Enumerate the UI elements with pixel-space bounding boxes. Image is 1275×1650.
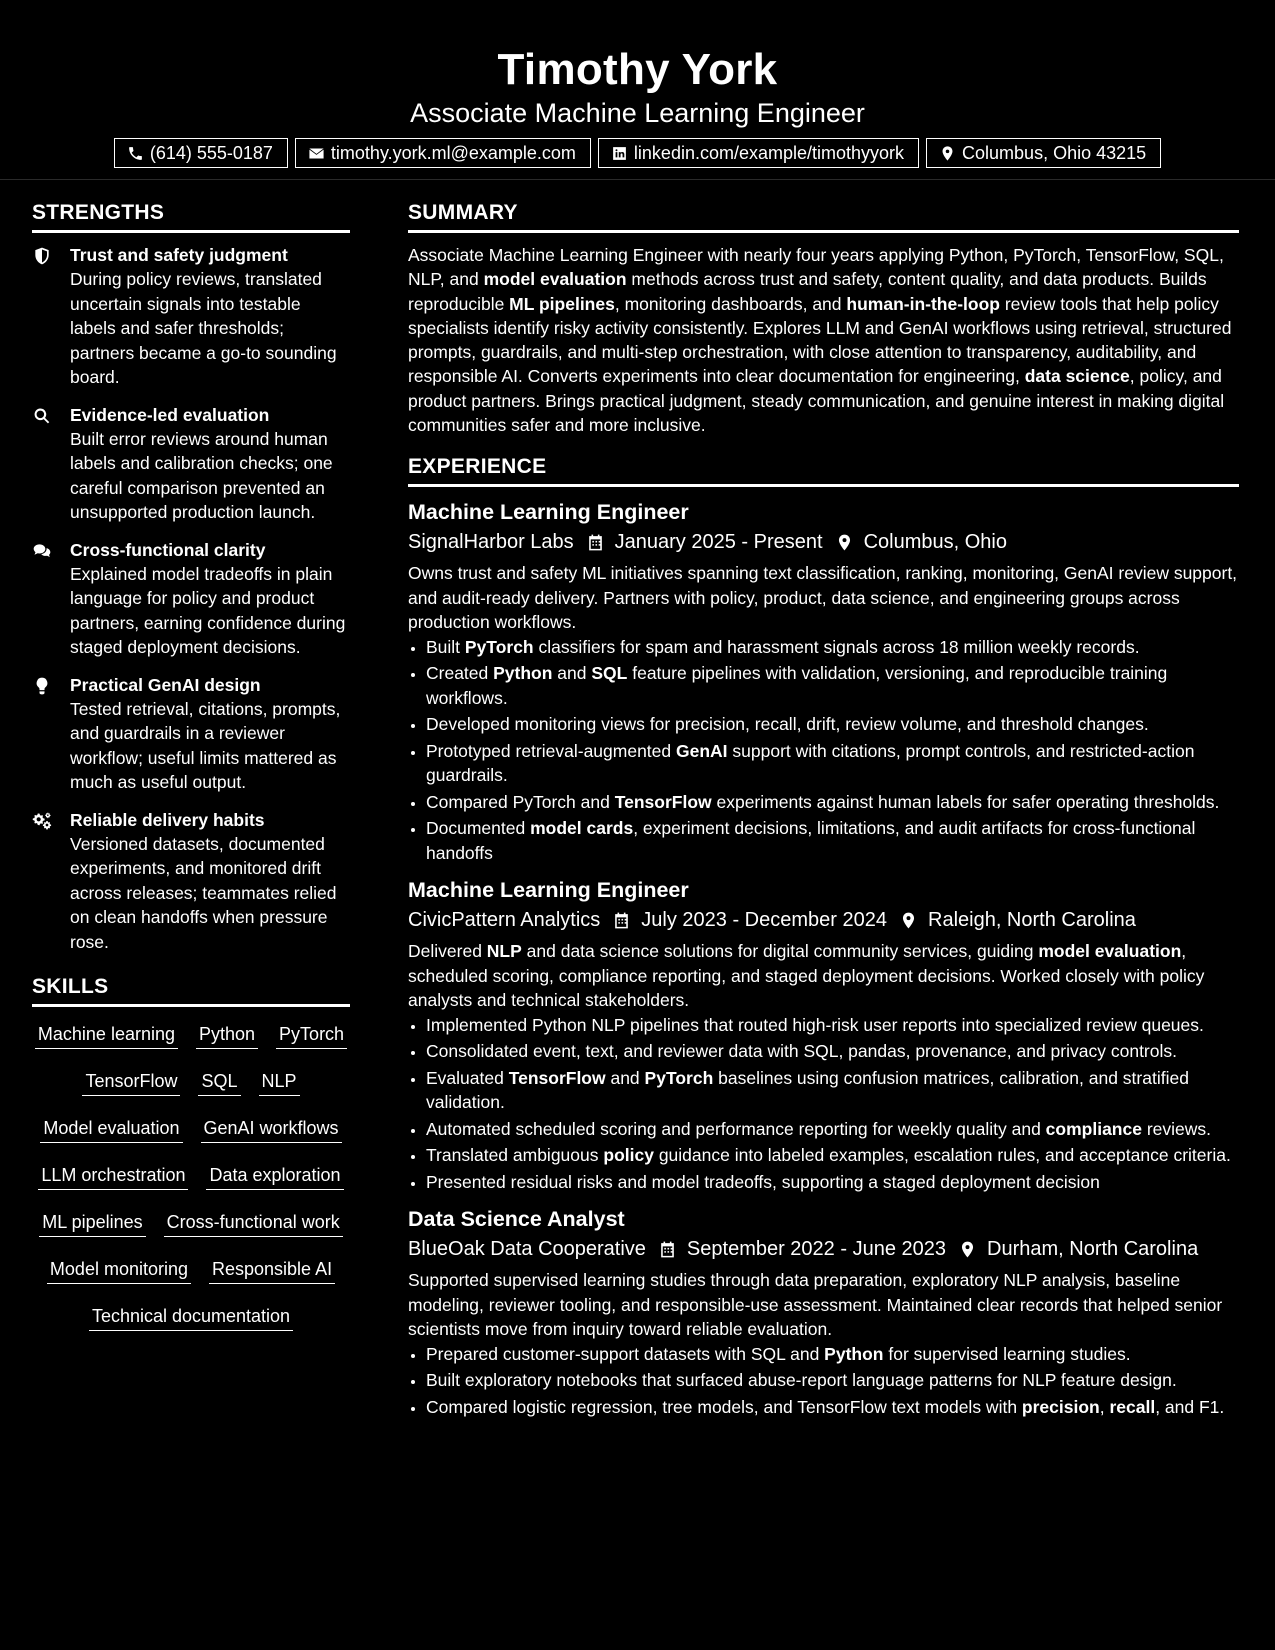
strength-item — [32, 673, 350, 795]
strength-title: Practical GenAI design — [70, 674, 261, 695]
calendar-icon — [586, 533, 605, 552]
job-meta — [408, 905, 1239, 935]
job-bullet: • Automated scheduled scoring and performance reporting for weekly quality and compliance reviews. — [426, 1117, 1239, 1142]
skill-tag: ML pipelines — [39, 1205, 145, 1237]
contact-location[interactable] — [926, 138, 1161, 168]
candidate-name: Timothy York — [497, 45, 778, 94]
skill-tag: Python — [196, 1017, 258, 1049]
skill-tag: Data exploration — [206, 1158, 343, 1190]
summary-heading: SUMMARY — [408, 196, 1239, 233]
strength-description: Built error reviews around human labels and calibration checks; one careful comparison prevented an unsupported production launch. — [70, 428, 333, 522]
map-pin-icon — [958, 1240, 977, 1259]
contact-location-text: Columbus, Ohio 43215 — [962, 143, 1147, 163]
strength-item — [32, 538, 350, 660]
strength-title: Reliable delivery habits — [70, 809, 265, 830]
job-bullet: • Documented model cards, experiment decisions, limitations, and audit artifacts for cross-functional handoffs — [426, 816, 1239, 865]
skill-tag: Cross-functional work — [164, 1205, 343, 1237]
contact-email-text: timothy.york.ml@example.com — [330, 143, 576, 163]
strength-title: Cross-functional clarity — [70, 539, 266, 560]
resume-header — [0, 0, 1275, 180]
comments-icon — [32, 541, 52, 561]
job-company: BlueOak Data Cooperative — [408, 1238, 646, 1261]
job-entry — [408, 1204, 1239, 1419]
job-location: Columbus, Ohio — [863, 531, 1007, 554]
skill-tag: NLP — [259, 1064, 300, 1096]
job-entry — [408, 875, 1239, 1194]
skill-tag: Responsible AI — [209, 1252, 335, 1284]
skill-tag: Technical documentation — [89, 1299, 293, 1331]
right-column — [408, 196, 1239, 1429]
strength-description: During policy reviews, translated uncertain signals into testable labels and safer thresholds; partners became a go-to sounding board. — [70, 269, 337, 387]
job-bullet: • Created Python and SQL feature pipelines with validation, versioning, and reproducible training workflows. — [426, 661, 1239, 710]
job-bullet: • Implemented Python NLP pipelines that routed high-risk user reports into specialized review queues. — [426, 1013, 1239, 1038]
job-dates: January 2025 - Present — [614, 531, 823, 554]
job-description: Delivered NLP and data science solutions for digital community services, guiding model evaluation, scheduled scoring, compliance reporting, and staged deployment decisions. Worked closely with policy analysts and technical stakeholders. — [408, 941, 1205, 1011]
contact-linkedin-text: linkedin.com/example/timothyyork — [633, 143, 905, 163]
job-title: Machine Learning Engineer — [408, 878, 689, 903]
map-pin-icon — [939, 145, 956, 162]
skill-tag: Model evaluation — [40, 1111, 182, 1143]
job-bullets — [408, 1013, 1239, 1195]
job-bullet: • Consolidated event, text, and reviewer data with SQL, pandas, provenance, and privacy controls. — [426, 1039, 1239, 1064]
shield-icon — [32, 246, 52, 266]
phone-icon — [127, 145, 144, 162]
job-description: Owns trust and safety ML initiatives spanning text classification, ranking, monitoring, GenAI review support, and audit-ready delivery. Partners with policy, product, data science, and engineering groups across production workflows. — [408, 563, 1238, 633]
job-title: Data Science Analyst — [408, 1207, 625, 1232]
job-bullet: • Translated ambiguous policy guidance into labeled examples, escalation rules, and acceptance criteria. — [426, 1143, 1239, 1168]
job-bullet: • Developed monitoring views for precision, recall, drift, review volume, and threshold changes. — [426, 712, 1239, 737]
linkedin-icon — [611, 145, 628, 162]
job-bullet: • Compared logistic regression, tree models, and TensorFlow text models with precision, recall, and F1. — [426, 1395, 1239, 1420]
experience-list — [408, 497, 1239, 1419]
left-column — [32, 196, 350, 1346]
strength-item — [32, 403, 350, 525]
job-bullet: • Presented residual risks and model tradeoffs, supporting a staged deployment decision — [426, 1170, 1239, 1195]
skill-tag: TensorFlow — [82, 1064, 180, 1096]
job-bullet: • Prototyped retrieval-augmented GenAI support with citations, prompt controls, and restricted-action guardrails. — [426, 739, 1239, 788]
job-description: Supported supervised learning studies through data preparation, exploratory NLP analysis, baseline modeling, reviewer tooling, and responsible-use assessment. Maintained clear records that helped senior scientists move from inquiry toward reliable evaluation. — [408, 1270, 1223, 1340]
strength-title: Evidence-led evaluation — [70, 404, 270, 425]
job-meta — [408, 1234, 1239, 1264]
contact-phone-text: (614) 555-0187 — [149, 143, 273, 163]
strength-item — [32, 243, 350, 390]
map-pin-icon — [899, 911, 918, 930]
strength-item — [32, 808, 350, 955]
skill-tag: LLM orchestration — [38, 1158, 188, 1190]
skill-tag: Machine learning — [35, 1017, 178, 1049]
job-entry — [408, 497, 1239, 865]
skills-heading: SKILLS — [32, 970, 350, 1007]
strength-description: Explained model tradeoffs in plain language for policy and product partners, earning confidence during staged deployment decisions. — [70, 563, 346, 657]
calendar-icon — [612, 911, 631, 930]
skill-tag: SQL — [198, 1064, 240, 1096]
job-dates: July 2023 - December 2024 — [641, 909, 887, 932]
strength-description: Versioned datasets, documented experiments, and monitored drift across releases; teammates relied on clean handoffs when pressure rose. — [70, 833, 337, 952]
experience-heading: EXPERIENCE — [408, 450, 1239, 487]
candidate-role: Associate Machine Learning Engineer — [410, 98, 865, 128]
gears-icon — [32, 811, 52, 831]
skill-tag: PyTorch — [276, 1017, 347, 1049]
contact-email[interactable] — [295, 138, 591, 168]
calendar-icon — [658, 1240, 677, 1259]
map-pin-icon — [835, 533, 854, 552]
job-dates: September 2022 - June 2023 — [686, 1238, 946, 1261]
strength-description: Tested retrieval, citations, prompts, and guardrails in a reviewer workflow; useful limits mattered as much as useful output. — [70, 698, 341, 792]
job-location: Raleigh, North Carolina — [928, 909, 1136, 932]
job-company: CivicPattern Analytics — [408, 909, 601, 932]
skill-tag: GenAI workflows — [201, 1111, 342, 1143]
envelope-icon — [308, 145, 325, 162]
contact-linkedin[interactable] — [598, 138, 919, 168]
contact-bar — [0, 138, 1275, 168]
strength-title: Trust and safety judgment — [70, 245, 288, 265]
job-title: Machine Learning Engineer — [408, 500, 689, 525]
search-icon — [32, 406, 52, 426]
summary-text: Associate Machine Learning Engineer with nearly four years applying Python, PyTorch, TensorFlow, SQL, NLP, and model evaluation methods across trust and safety, content quality, and data products. Builds reproducible ML pipelines, monitoring dashboards, and human-in-the-loop review tools that help policy specialists identify risky activity consistently. Explores LLM and GenAI workflows using retrieval, structured prompts, guardrails, and multi-step orchestration, with close attention to transparency, auditability, and responsible AI. Converts experiments into clear documentation for engineering, data science, policy, and product partners. Brings practical judgment, steady communication, and genuine interest in making digital communities safer and more inclusive. — [408, 245, 1232, 436]
job-bullet: • Prepared customer-support datasets with SQL and Python for supervised learning studies. — [426, 1342, 1239, 1367]
job-bullets — [408, 1342, 1239, 1420]
lightbulb-icon — [32, 676, 52, 696]
job-bullet: • Built PyTorch classifiers for spam and harassment signals across 18 million weekly records. — [426, 635, 1239, 660]
job-bullets — [408, 635, 1239, 866]
job-meta — [408, 527, 1239, 557]
skill-tag: Model monitoring — [47, 1252, 191, 1284]
job-bullet: • Built exploratory notebooks that surfaced abuse-report language patterns for NLP feature design. — [426, 1368, 1239, 1393]
job-company: SignalHarbor Labs — [408, 531, 574, 554]
job-location: Durham, North Carolina — [987, 1238, 1199, 1261]
strengths-heading: STRENGTHS — [32, 196, 350, 233]
job-bullet: • Compared PyTorch and TensorFlow experiments against human labels for safer operating thresholds. — [426, 790, 1239, 815]
job-bullet: • Evaluated TensorFlow and PyTorch baselines using confusion matrices, calibration, and stratified validation. — [426, 1066, 1239, 1115]
contact-phone[interactable] — [114, 138, 288, 168]
skills-list — [32, 1017, 350, 1346]
